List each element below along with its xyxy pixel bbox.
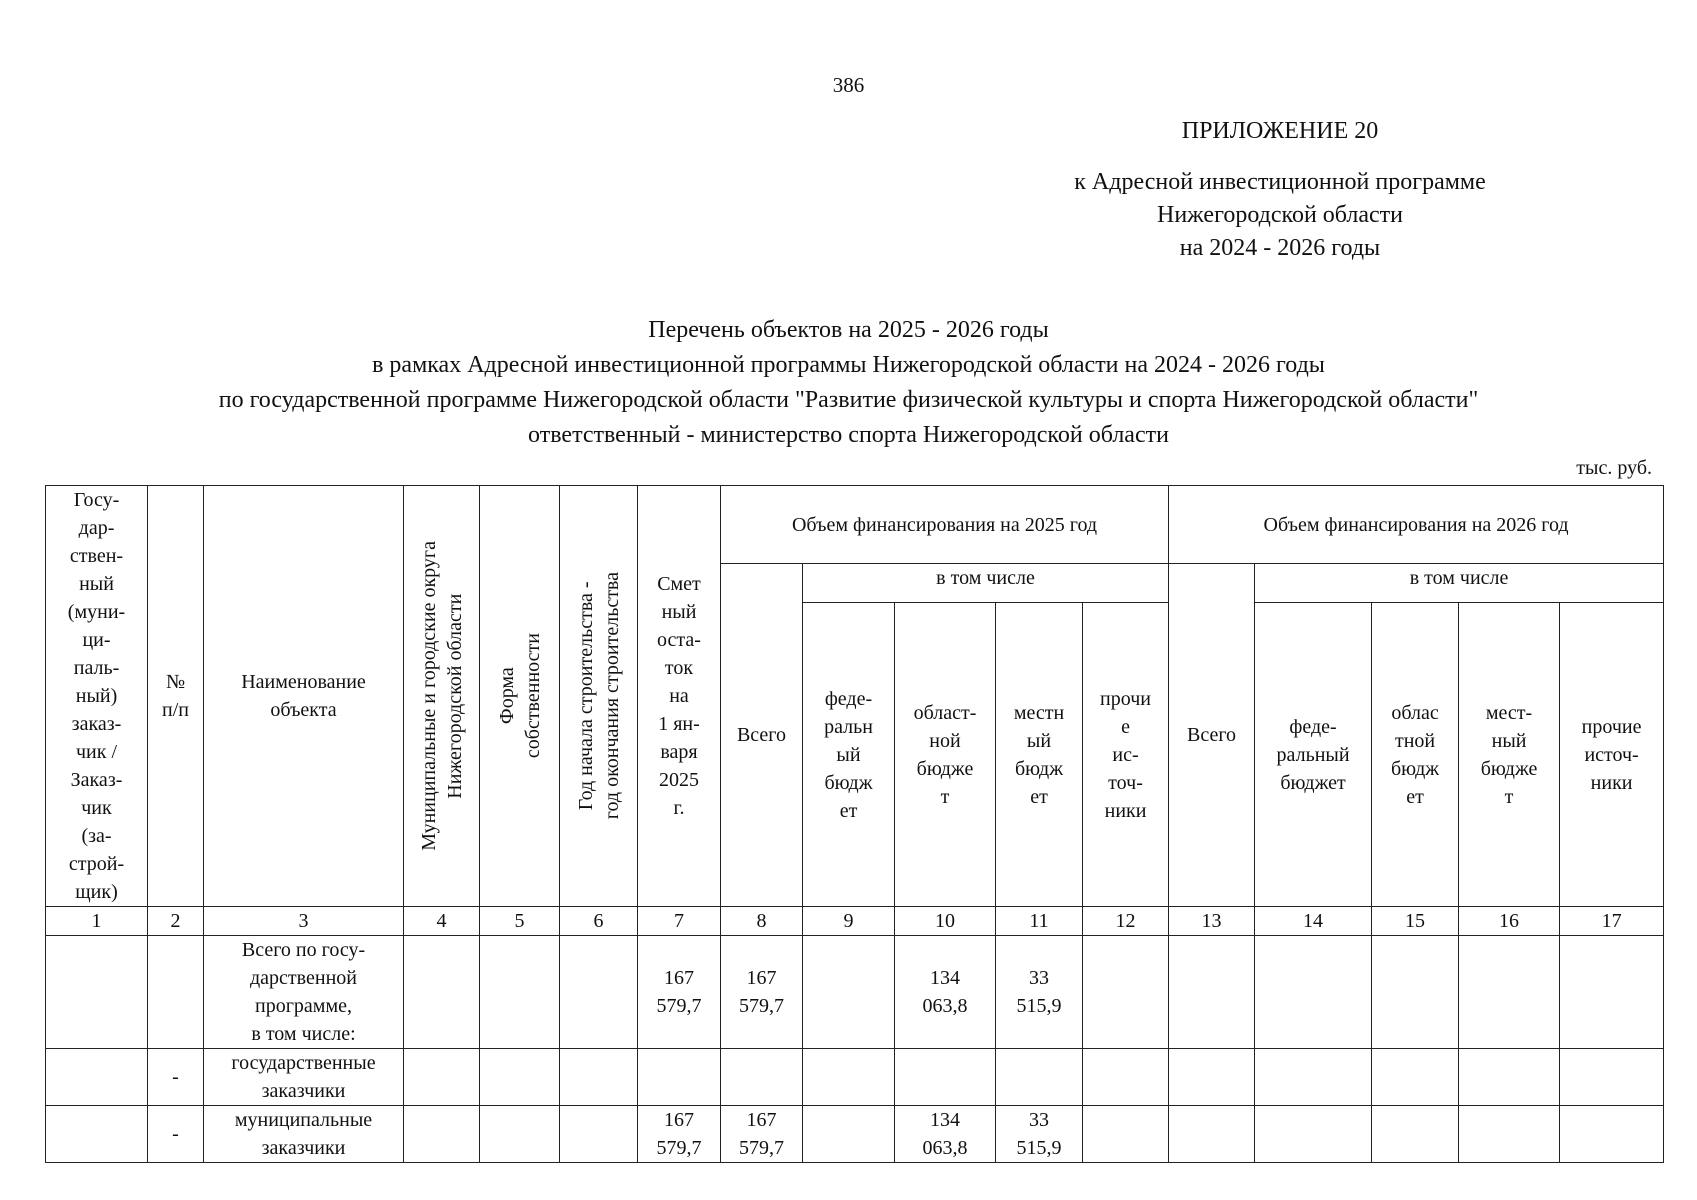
header-other-2025 bbox=[1083, 603, 1169, 907]
column-number: 13 bbox=[1169, 907, 1255, 936]
appendix-title: ПРИЛОЖЕНИЕ 20 bbox=[1181, 118, 1379, 144]
cell-local-2025 bbox=[996, 936, 1083, 1049]
cell-line: бюдж bbox=[824, 771, 873, 794]
cell-line: ральн bbox=[824, 715, 873, 738]
cell-estimate bbox=[638, 1049, 721, 1106]
cell-other-2025 bbox=[1083, 1049, 1169, 1106]
cell-object-name bbox=[204, 1049, 404, 1106]
appendix-line: к Адресной инвестиционной программе bbox=[1074, 169, 1486, 195]
column-number: 5 bbox=[480, 907, 560, 936]
cell-index bbox=[148, 936, 204, 1049]
cell-line: 1 ян- bbox=[658, 713, 700, 735]
cell-line: феде- bbox=[824, 687, 873, 710]
header-districts bbox=[404, 486, 480, 907]
cell-federal-2026 bbox=[1255, 936, 1372, 1049]
cell-regional-2026 bbox=[1372, 1106, 1459, 1163]
cell-ownership bbox=[480, 1106, 560, 1163]
cell-line: ники bbox=[1104, 799, 1147, 822]
heading-line: Перечень объектов на 2025 - 2026 годы bbox=[648, 317, 1049, 343]
cell-federal-2025 bbox=[803, 1106, 895, 1163]
header-federal-2026 bbox=[1255, 603, 1372, 907]
column-number: 9 bbox=[803, 907, 895, 936]
cell-line: 515,9 bbox=[1016, 995, 1062, 1017]
cell-line: 167 bbox=[664, 967, 694, 989]
cell-total-2025 bbox=[721, 1049, 803, 1106]
header-group-2026: Объем финансирования на 2026 год bbox=[1169, 486, 1664, 564]
cell-index: - bbox=[148, 1049, 204, 1106]
cell-line: паль- bbox=[73, 657, 120, 679]
cell-line: ный bbox=[79, 573, 114, 595]
column-number: 17 bbox=[1560, 907, 1664, 936]
column-number: 10 bbox=[895, 907, 996, 936]
cell-total-2025 bbox=[721, 1106, 803, 1163]
cell-line: прочи bbox=[1100, 687, 1151, 710]
header-estimate bbox=[638, 486, 721, 907]
cell-other-2025 bbox=[1083, 936, 1169, 1049]
column-number-row bbox=[46, 907, 1664, 936]
cell-line: (за- bbox=[81, 825, 112, 847]
cell-line: 579,7 bbox=[656, 1137, 702, 1159]
header-local-2026 bbox=[1459, 603, 1560, 907]
cell-line: ствен- bbox=[69, 545, 124, 567]
cell-line: бюдже bbox=[1480, 757, 1538, 780]
cell-line: программе, bbox=[255, 995, 352, 1017]
appendix-line: Нижегородской области bbox=[1156, 202, 1404, 228]
cell-line: Год начала строительства - bbox=[574, 581, 597, 811]
column-number: 11 bbox=[996, 907, 1083, 936]
cell-line: прочие bbox=[1581, 715, 1642, 738]
cell-line: бюдж bbox=[1390, 757, 1440, 780]
column-number: 4 bbox=[404, 907, 480, 936]
column-number: 12 bbox=[1083, 907, 1169, 936]
cell-line: Муниципальные и городские округа bbox=[417, 541, 440, 851]
cell-ownership bbox=[480, 936, 560, 1049]
cell-line: 167 bbox=[746, 967, 777, 989]
cell-years bbox=[560, 1049, 638, 1106]
cell-years bbox=[560, 1106, 638, 1163]
cell-line: 515,9 bbox=[1016, 1137, 1062, 1159]
cell-line: в том числе: bbox=[251, 1023, 356, 1045]
cell-line: ный bbox=[661, 601, 697, 623]
header-local-2025 bbox=[996, 603, 1083, 907]
cell-ownership bbox=[480, 1049, 560, 1106]
cell-other-2026 bbox=[1560, 1106, 1664, 1163]
cell-years bbox=[560, 936, 638, 1049]
cell-object-name bbox=[204, 1106, 404, 1163]
cell-customer bbox=[46, 1049, 148, 1106]
cell-line: на bbox=[669, 685, 689, 707]
cell-local-2025 bbox=[996, 1049, 1083, 1106]
header-including-2026: в том числе bbox=[1255, 564, 1664, 603]
header-total-2026: Всего bbox=[1169, 564, 1255, 907]
cell-line: источ- bbox=[1584, 743, 1639, 766]
cell-line: 063,8 bbox=[922, 1137, 968, 1159]
cell-line: Наименование bbox=[241, 671, 366, 693]
cell-line: государственные bbox=[231, 1052, 376, 1074]
cell-line: Нижегородской области bbox=[443, 593, 466, 799]
cell-line: п/п bbox=[162, 699, 189, 721]
cell-line: 579,7 bbox=[739, 995, 784, 1017]
cell-total-2026 bbox=[1169, 936, 1255, 1049]
cell-local-2026 bbox=[1459, 1106, 1560, 1163]
header-other-2026 bbox=[1560, 603, 1664, 907]
cell-federal-2026 bbox=[1255, 1049, 1372, 1106]
cell-line: заказ- bbox=[71, 713, 122, 735]
cell-line: (муни- bbox=[67, 601, 126, 623]
heading-line: в рамках Адресной инвестиционной программы Нижегородской области на 2024 - 2026 годы bbox=[372, 352, 1325, 378]
cell-line: ный bbox=[1491, 729, 1527, 752]
cell-line: дар- bbox=[78, 517, 115, 539]
cell-line: Заказ- bbox=[70, 769, 123, 791]
cell-line: чик / bbox=[75, 741, 118, 763]
column-number: 3 bbox=[204, 907, 404, 936]
cell-line: т bbox=[940, 785, 950, 808]
cell-line: ники bbox=[1590, 771, 1633, 794]
cell-other-2025 bbox=[1083, 1106, 1169, 1163]
cell-line: 33 bbox=[1029, 967, 1049, 989]
header-regional-2026 bbox=[1372, 603, 1459, 907]
header-years bbox=[560, 486, 638, 907]
cell-line: 134 bbox=[930, 967, 960, 989]
cell-local-2026 bbox=[1459, 936, 1560, 1049]
cell-line: 2025 bbox=[659, 769, 699, 791]
cell-line: облас bbox=[1391, 701, 1439, 724]
column-number: 2 bbox=[148, 907, 204, 936]
cell-line: 063,8 bbox=[922, 995, 968, 1017]
heading-line: по государственной программе Нижегородской области "Развитие физической культуры и спорта Нижегородской области" bbox=[218, 387, 1479, 413]
cell-line: област- bbox=[913, 701, 977, 724]
column-number: 6 bbox=[560, 907, 638, 936]
cell-line: бюдж bbox=[1014, 757, 1064, 780]
column-number: 7 bbox=[638, 907, 721, 936]
table-row bbox=[46, 1049, 1664, 1106]
cell-object-name bbox=[204, 936, 404, 1049]
cell-line: бюдже bbox=[916, 757, 974, 780]
cell-districts bbox=[404, 1049, 480, 1106]
cell-line: оста- bbox=[657, 629, 701, 651]
cell-line: щик) bbox=[75, 881, 118, 903]
cell-line: заказчики bbox=[261, 1080, 346, 1102]
cell-line: бюджет bbox=[1280, 771, 1346, 794]
cell-line: варя bbox=[660, 741, 698, 763]
cell-estimate bbox=[638, 936, 721, 1049]
cell-line: объекта bbox=[270, 699, 337, 721]
financing-table bbox=[45, 485, 1664, 1163]
page-number: 386 bbox=[832, 73, 865, 97]
document-heading bbox=[0, 313, 1697, 453]
column-number: 1 bbox=[46, 907, 148, 936]
header-total-2025: Всего bbox=[721, 564, 803, 907]
cell-total-2026 bbox=[1169, 1106, 1255, 1163]
cell-districts bbox=[404, 1106, 480, 1163]
table-row bbox=[46, 1106, 1664, 1163]
cell-other-2026 bbox=[1560, 1049, 1664, 1106]
cell-total-2025 bbox=[721, 936, 803, 1049]
cell-line: Всего по госу- bbox=[241, 939, 366, 961]
cell-line: год окончания строительства bbox=[600, 572, 623, 820]
header-customer bbox=[46, 486, 148, 907]
cell-line: 134 bbox=[930, 1109, 960, 1131]
cell-federal-2025 bbox=[803, 1049, 895, 1106]
header-including-2025: в том числе bbox=[803, 564, 1169, 603]
cell-line: 579,7 bbox=[656, 995, 702, 1017]
cell-local-2026 bbox=[1459, 1049, 1560, 1106]
cell-line: № bbox=[165, 671, 186, 693]
cell-customer bbox=[46, 1106, 148, 1163]
cell-total-2026 bbox=[1169, 1049, 1255, 1106]
cell-line: 167 bbox=[746, 1109, 777, 1131]
cell-line: заказчики bbox=[261, 1137, 346, 1159]
cell-line: 167 bbox=[664, 1109, 694, 1131]
cell-line: ральный bbox=[1276, 743, 1350, 766]
cell-federal-2026 bbox=[1255, 1106, 1372, 1163]
cell-line: Форма bbox=[495, 667, 518, 725]
header-federal-2025 bbox=[803, 603, 895, 907]
cell-line: строй- bbox=[68, 853, 125, 875]
cell-line: ис- bbox=[1112, 743, 1139, 766]
column-number: 8 bbox=[721, 907, 803, 936]
header-object-name bbox=[204, 486, 404, 907]
cell-regional-2026 bbox=[1372, 936, 1459, 1049]
appendix-subtitle bbox=[1020, 166, 1540, 265]
cell-line: 33 bbox=[1029, 1109, 1049, 1131]
cell-line: дарственной bbox=[250, 967, 357, 989]
header-group-2025: Объем финансирования на 2025 год bbox=[721, 486, 1169, 564]
cell-regional-2025 bbox=[895, 936, 996, 1049]
cell-regional-2026 bbox=[1372, 1049, 1459, 1106]
appendix-line: на 2024 - 2026 годы bbox=[1179, 235, 1381, 261]
cell-line: ный) bbox=[75, 685, 118, 707]
cell-index: - bbox=[148, 1106, 204, 1163]
cell-line: ци- bbox=[82, 629, 111, 651]
cell-districts bbox=[404, 936, 480, 1049]
cell-customer bbox=[46, 936, 148, 1049]
column-number: 14 bbox=[1255, 907, 1372, 936]
cell-line: т bbox=[1504, 785, 1514, 808]
cell-line: е bbox=[1121, 715, 1130, 738]
cell-line: ый bbox=[1026, 729, 1052, 752]
cell-line: феде- bbox=[1289, 715, 1337, 738]
cell-line: собственности bbox=[521, 633, 544, 759]
cell-line: ый bbox=[836, 743, 861, 766]
cell-line: муниципальные bbox=[234, 1109, 373, 1131]
cell-estimate bbox=[638, 1106, 721, 1163]
cell-line: Госу- bbox=[73, 489, 120, 511]
cell-line: ной bbox=[929, 729, 961, 752]
cell-other-2026 bbox=[1560, 936, 1664, 1049]
cell-line: мест- bbox=[1485, 701, 1533, 724]
cell-federal-2025 bbox=[803, 936, 895, 1049]
cell-line: местн bbox=[1013, 701, 1065, 724]
cell-regional-2025 bbox=[895, 1049, 996, 1106]
cell-line: г. bbox=[673, 797, 685, 819]
cell-line: чик bbox=[81, 797, 112, 819]
heading-line: ответственный - министерство спорта Нижегородской области bbox=[528, 422, 1169, 448]
cell-line: тной bbox=[1394, 729, 1436, 752]
cell-local-2025 bbox=[996, 1106, 1083, 1163]
column-number: 16 bbox=[1459, 907, 1560, 936]
cell-line: Смет bbox=[657, 573, 701, 595]
cell-line: ет bbox=[839, 799, 858, 822]
cell-line: точ- bbox=[1108, 771, 1143, 794]
header-index bbox=[148, 486, 204, 907]
cell-line: ток bbox=[664, 657, 694, 679]
header-ownership bbox=[480, 486, 560, 907]
cell-line: 579,7 bbox=[739, 1137, 784, 1159]
table-row bbox=[46, 936, 1664, 1049]
column-number: 15 bbox=[1372, 907, 1459, 936]
cell-line: ет bbox=[1406, 785, 1424, 808]
header-regional-2025 bbox=[895, 603, 996, 907]
cell-regional-2025 bbox=[895, 1106, 996, 1163]
cell-line: ет bbox=[1030, 785, 1048, 808]
units-label: тыс. руб. bbox=[1576, 457, 1652, 479]
